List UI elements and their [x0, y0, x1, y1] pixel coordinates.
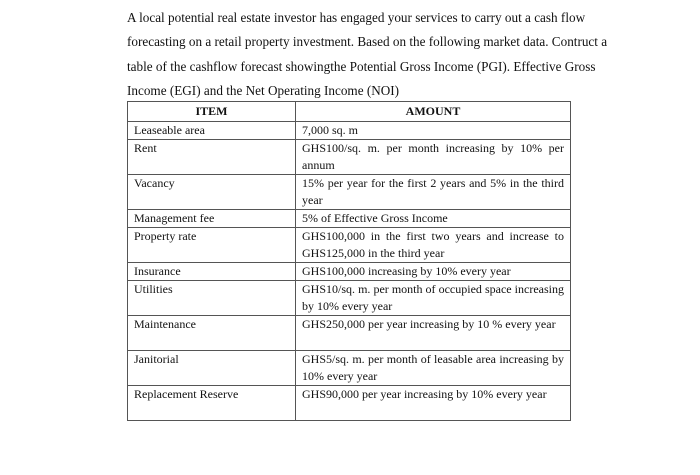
row-item: Management fee: [128, 210, 296, 228]
row-amount: 5% of Effective Gross Income: [296, 210, 571, 228]
row-item: Leaseable area: [128, 122, 296, 140]
table-header-row: [128, 102, 571, 122]
market-data-table: [127, 101, 571, 421]
row-item: Janitorial: [128, 351, 296, 386]
table-row: [128, 316, 571, 351]
row-amount: GHS90,000 per year increasing by 10% every year: [296, 386, 571, 421]
row-amount: GHS10/sq. m. per month of occupied space increasing by 10% every year: [296, 281, 571, 316]
table-row: [128, 281, 571, 316]
row-item: Vacancy: [128, 175, 296, 210]
row-amount: GHS100,000 increasing by 10% every year: [296, 263, 571, 281]
row-amount: 15% per year for the first 2 years and 5% in the third year: [296, 175, 571, 210]
header-amount: AMOUNT: [296, 102, 571, 122]
table-row: [128, 122, 571, 140]
table-row: [128, 228, 571, 263]
row-amount: GHS100,000 in the first two years and increase to GHS125,000 in the third year: [296, 228, 571, 263]
table-row: [128, 210, 571, 228]
row-item: Replacement Reserve: [128, 386, 296, 421]
table-row: [128, 140, 571, 175]
row-item: Maintenance: [128, 316, 296, 351]
header-item: ITEM: [128, 102, 296, 122]
row-item: Utilities: [128, 281, 296, 316]
row-item: Rent: [128, 140, 296, 175]
table-row: [128, 351, 571, 386]
row-amount: GHS5/sq. m. per month of leasable area increasing by 10% every year: [296, 351, 571, 386]
table-row: [128, 263, 571, 281]
table-row: [128, 175, 571, 210]
intro-paragraph: A local potential real estate investor has engaged your services to carry out a cash flow forecasting on a retail property investment. Based on the following market data. Contruct a table of the cashflow forecast showingthe Potential Gross Income (PGI). Effective Gross Income (EGI) and the Net Operating Income (NOI): [127, 10, 608, 99]
row-amount: 7,000 sq. m: [296, 122, 571, 140]
table-row: [128, 386, 571, 421]
row-amount: GHS250,000 per year increasing by 10 % every year: [296, 316, 571, 351]
row-item: Property rate: [128, 228, 296, 263]
row-amount: GHS100/sq. m. per month increasing by 10% per annum: [296, 140, 571, 175]
row-item: Insurance: [128, 263, 296, 281]
